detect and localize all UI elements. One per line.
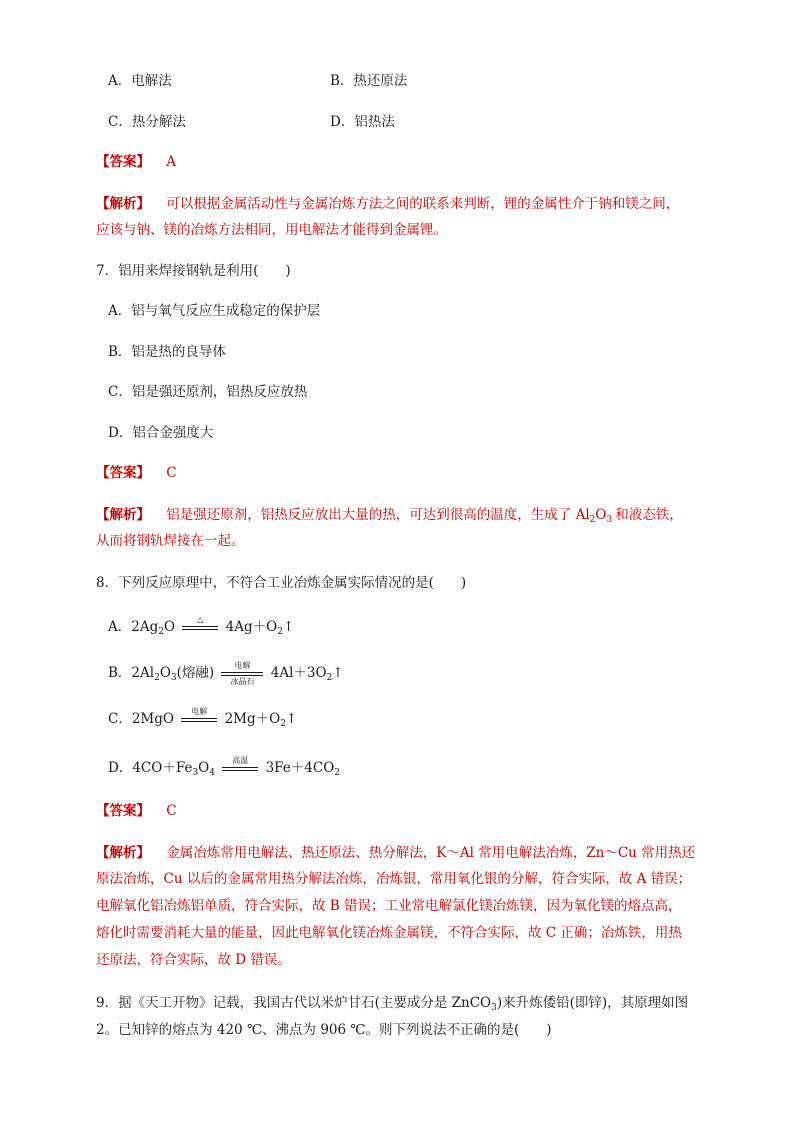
- q7-analysis-line-2: 从而将钢轨焊接在一起。: [96, 533, 245, 549]
- q9-stem-line-1: 9．据《天工开物》记载，我国古代以米炉甘石(主要成分是 ZnCO$_3$)来升炼倭铅(即锌)，其原理如图: [96, 995, 689, 1013]
- answer-value: C: [166, 465, 177, 481]
- q8-option-c: C．2MgO 电解 $2Mg+O_2↑$: [108, 706, 298, 729]
- answer-tag: 【答案】: [96, 803, 150, 819]
- q8-option-b: B．$2Al_2O_3$(熔融) 电解 冰晶石 $4Al+3O_2↑$: [108, 660, 344, 686]
- q7-option-a: A．铝与氧气反应生成稳定的保护层: [108, 303, 321, 319]
- analysis-tag: 【解析】: [96, 507, 150, 523]
- q7-stem: 7．铝用来焊接钢轨是利用( ): [96, 263, 291, 279]
- reaction-condition-equals: △: [182, 618, 218, 638]
- q7-option-b: B．铝是热的良导体: [108, 344, 226, 360]
- reaction-condition-equals: 高温: [222, 759, 258, 779]
- q6-answer-row: [96, 152, 176, 172]
- answer-tag: 【答案】: [96, 465, 150, 481]
- answer-value: C: [166, 803, 177, 819]
- q8-analysis-line-4: 熔化时需要消耗大量的能量，因此电解氧化镁冶炼金属镁，不符合实际，故 C 正确；冶炼铁，用热: [96, 925, 682, 941]
- reaction-condition-equals: 电解 冰晶石: [221, 664, 263, 684]
- q7-answer-row: [96, 463, 177, 483]
- q6-option-b: B．热还原法: [330, 73, 408, 89]
- analysis-tag: 【解析】: [96, 845, 150, 861]
- q8-option-a: A．$2Ag_2O$ △ $4Ag+O_2↑$: [108, 614, 295, 637]
- q7-analysis-line-1: 【解析】 铝是强还原剂，铝热反应放出大量的热，可达到很高的温度，生成了 $Al_2O_3$ 和液态铁，: [96, 507, 683, 525]
- q9-stem-line-2: 2。已知锌的熔点为 420 ℃、沸点为 906 ℃。则下列说法不正确的是( ): [96, 1022, 552, 1038]
- q8-analysis-line-3: 电解氧化铝冶炼铝单质，符合实际，故 B 错误；工业常电解氯化镁冶炼镁，因为氧化镁的熔点高，: [96, 898, 682, 914]
- q8-answer-row: [96, 801, 177, 821]
- q8-analysis-line-2: 原法冶炼，Cu 以后的金属常用热分解法冶炼，冶炼银，常用氧化银的分解，符合实际，故 A 错误；: [96, 871, 692, 887]
- analysis-tag: 【解析】: [96, 196, 150, 212]
- answer-value: A: [166, 154, 177, 170]
- q8-analysis-line-5: 还原法，符合实际，故 D 错误。: [96, 952, 291, 968]
- answer-tag: 【答案】: [96, 154, 150, 170]
- q6-analysis-line-2: 应该与钠、镁的冶炼方法相同，用电解法才能得到金属锂。: [96, 222, 447, 238]
- q7-option-c: C．铝是强还原剂，铝热反应放热: [108, 384, 308, 400]
- q7-option-d: D．铝合金强度大: [108, 425, 214, 441]
- q8-option-d: D．$4CO+Fe_3O_4$ 高温 $3Fe+4CO_2$: [108, 755, 341, 778]
- q6-option-a: A．电解法: [108, 73, 172, 89]
- q6-option-d: D．铝热法: [330, 114, 395, 130]
- q6-analysis-line-1: 【解析】 可以根据金属活动性与金属冶炼方法之间的联系来判断，锂的金属性介于钠和镁之间，: [96, 196, 680, 212]
- q8-stem: 8．下列反应原理中，不符合工业冶炼金属实际情况的是( ): [96, 575, 467, 591]
- q6-option-c: C．热分解法: [108, 114, 186, 130]
- reaction-condition-equals: 电解: [181, 710, 217, 730]
- q8-analysis-line-1: 【解析】 金属冶炼常用电解法、热还原法、热分解法，K～Al 常用电解法冶炼，Zn～Cu 常用热还: [96, 845, 696, 861]
